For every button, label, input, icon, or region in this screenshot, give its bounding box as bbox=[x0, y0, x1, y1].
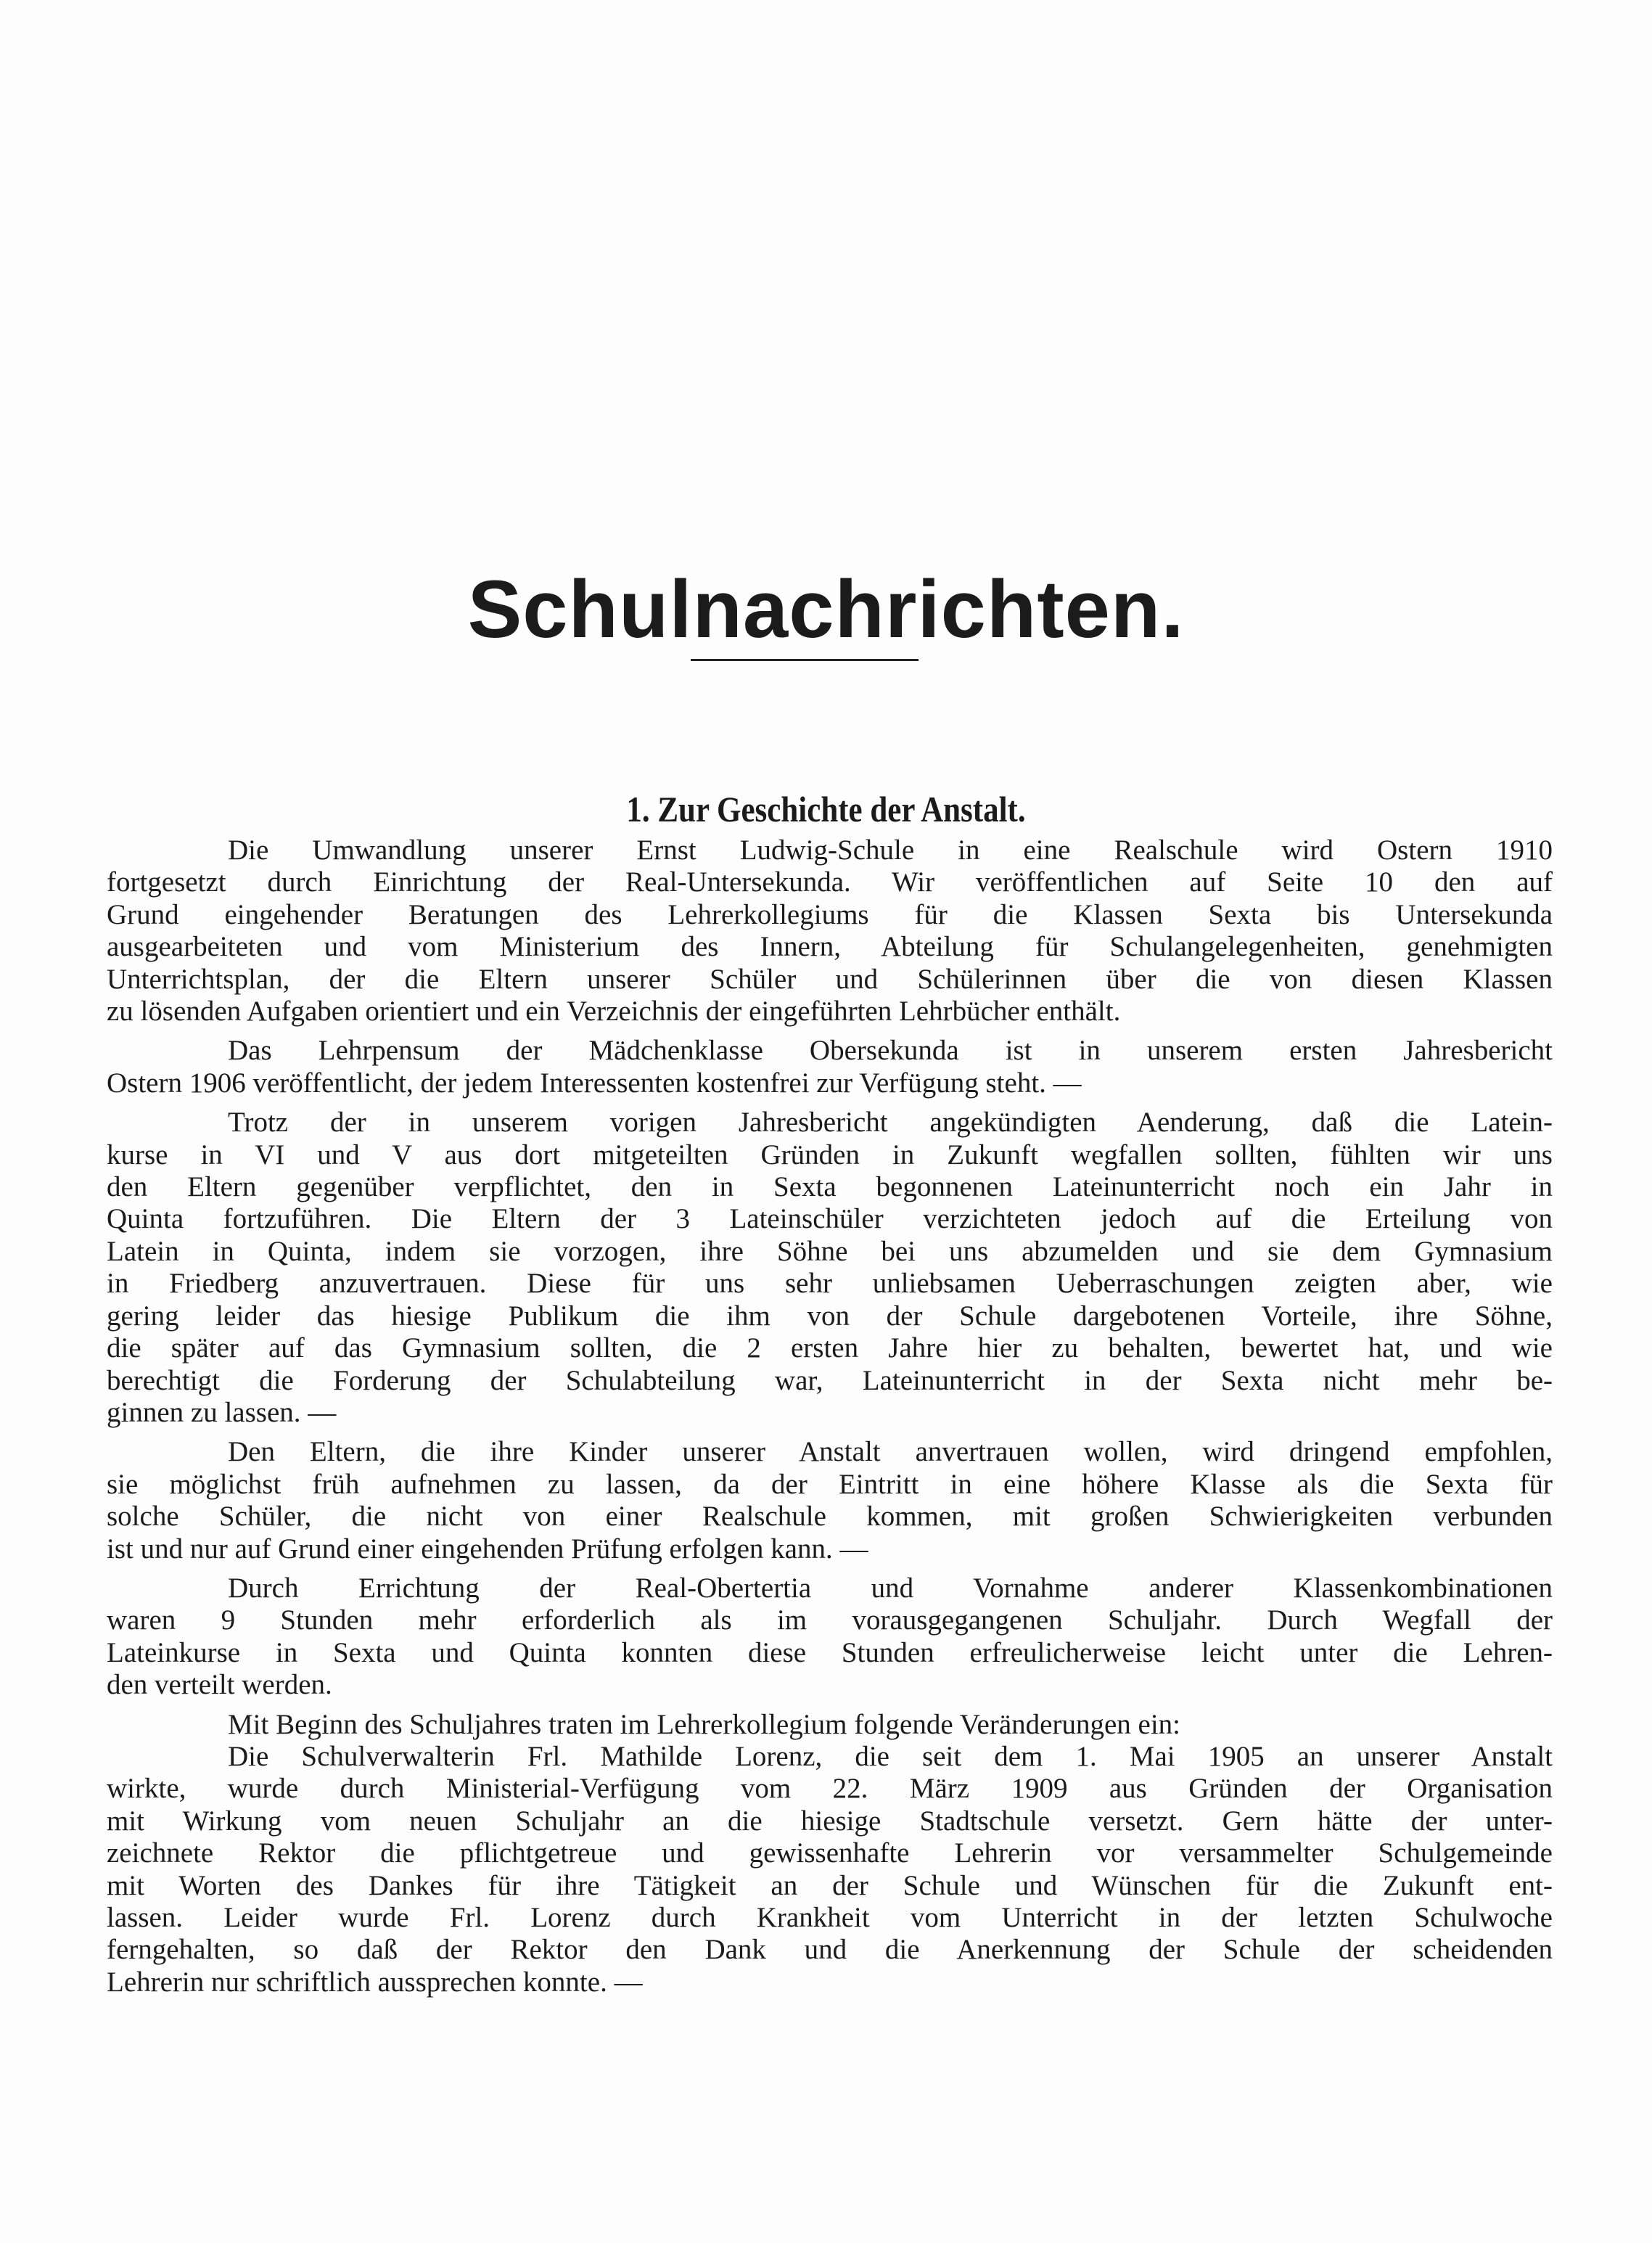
text-line: solche Schüler, die nicht von einer Realschule kommen, mit großen Schwierigkeiten verbunden bbox=[107, 1501, 1553, 1533]
text-line: waren 9 Stunden mehr erforderlich als im vorausgegangenen Schuljahr. Durch Wegfall der bbox=[107, 1604, 1553, 1636]
text-line: mit Worten des Dankes für ihre Tätigkeit an der Schule und Wünschen für die Zukunft ent- bbox=[107, 1869, 1553, 1901]
text-line: ausgearbeiteten und vom Ministerium des Innern, Abteilung für Schulangelegenheiten, genehmigten bbox=[107, 931, 1553, 963]
text-line: Lehrerin nur schriftlich aussprechen konnte. — bbox=[107, 1966, 643, 1998]
title-divider bbox=[691, 659, 919, 661]
page-title: Schulnachrichten. bbox=[467, 564, 1185, 655]
text-line: fortgesetzt durch Einrichtung der Real-Untersekunda. Wir veröffentlichen auf Seite 10 den auf bbox=[107, 866, 1553, 898]
text-line: Ostern 1906 veröffentlicht, der jedem Interessenten kostenfrei zur Verfügung steht. — bbox=[107, 1067, 1082, 1099]
text-line: zeichnete Rektor die pflichtgetreue und gewissenhafte Lehrerin vor versammelter Schulgemeinde bbox=[107, 1837, 1553, 1869]
text-line: in Friedberg anzuvertrauen. Diese für uns sehr unliebsamen Ueberraschungen zeigten aber, wie bbox=[107, 1268, 1553, 1300]
text-line: den Eltern gegenüber verpflichtet, den in Sexta begonnenen Lateinunterricht noch ein Jahr in bbox=[107, 1171, 1553, 1203]
text-line: gering leider das hiesige Publikum die ihm von der Schule dargebotenen Vorteile, ihre Söhne, bbox=[107, 1300, 1553, 1332]
paragraph bbox=[107, 1741, 1553, 1998]
text-line: Quinta fortzuführen. Die Eltern der 3 Lateinschüler verzichteten jedoch auf die Erteilung von bbox=[107, 1203, 1553, 1235]
text-line: zu lösenden Aufgaben orientiert und ein Verzeichnis der eingeführten Lehrbücher enthält. bbox=[107, 996, 1121, 1028]
text-line: ist und nur auf Grund einer eingehenden Prüfung erfolgen kann. — bbox=[107, 1533, 868, 1565]
paragraph bbox=[107, 1035, 1553, 1099]
text-line: sie möglichst früh aufnehmen zu lassen, da der Eintritt in eine höhere Klasse als die Sexta für bbox=[107, 1468, 1553, 1500]
text-line: kurse in VI und V aus dort mitgeteilten Gründen in Zukunft wegfallen sollten, fühlten wir uns bbox=[107, 1139, 1553, 1170]
text-line: ginnen zu lassen. — bbox=[107, 1396, 337, 1428]
text-line: mit Wirkung vom neuen Schuljahr an die hiesige Stadtschule versetzt. Gern hätte der unter- bbox=[107, 1805, 1553, 1837]
body-text bbox=[107, 835, 1553, 2006]
paragraph bbox=[107, 1107, 1553, 1429]
paragraph bbox=[107, 1436, 1553, 1565]
text-line: wirkte, wurde durch Ministerial-Verfügung vom 22. März 1909 aus Gründen der Organisation bbox=[107, 1773, 1553, 1805]
text-line: die später auf das Gymnasium sollten, die 2 ersten Jahre hier zu behalten, bewertet hat, und wie bbox=[107, 1332, 1553, 1364]
text-line: ferngehalten, so daß der Rektor den Dank und die Anerkennung der Schule der scheidenden bbox=[107, 1934, 1553, 1966]
paragraph bbox=[107, 1572, 1553, 1702]
text-line: lassen. Leider wurde Frl. Lorenz durch Krankheit vom Unterricht in der letzten Schulwoche bbox=[107, 1902, 1553, 1933]
text-line: Lateinkurse in Sexta und Quinta konnten diese Stunden erfreulicherweise leicht unter die Lehren- bbox=[107, 1636, 1553, 1668]
text-line: Mit Beginn des Schuljahres traten im Lehrerkollegium folgende Veränderungen ein: bbox=[228, 1708, 1180, 1740]
text-line: Trotz der in unserem vorigen Jahresbericht angekündigten Aenderung, daß die Latein- bbox=[228, 1107, 1553, 1139]
text-line: Die Schulverwalterin Frl. Mathilde Lorenz, die seit dem 1. Mai 1905 an unserer Anstalt bbox=[228, 1740, 1553, 1772]
text-line: Die Umwandlung unserer Ernst Ludwig-Schule in eine Realschule wird Ostern 1910 bbox=[228, 835, 1553, 866]
section-heading: 1. Zur Geschichte der Anstalt. bbox=[626, 788, 1026, 829]
text-line: berechtigt die Forderung der Schulabteilung war, Lateinunterricht in der Sexta nicht mehr be- bbox=[107, 1364, 1553, 1396]
text-line: Latein in Quinta, indem sie vorzogen, ihre Söhne bei uns abzumelden und sie dem Gymnasium bbox=[107, 1235, 1553, 1267]
text-line: Das Lehrpensum der Mädchenklasse Obersekunda ist in unserem ersten Jahresbericht bbox=[228, 1035, 1553, 1067]
text-line: Unterrichtsplan, der die Eltern unserer Schüler und Schülerinnen über die von diesen Klassen bbox=[107, 963, 1553, 995]
paragraph bbox=[107, 1709, 1553, 1741]
text-line: Durch Errichtung der Real-Obertertia und Vornahme anderer Klassenkombinationen bbox=[228, 1572, 1553, 1604]
paragraph bbox=[107, 835, 1553, 1028]
text-line: Grund eingehender Beratungen des Lehrerkollegiums für die Klassen Sexta bis Untersekunda bbox=[107, 898, 1553, 930]
text-line: Den Eltern, die ihre Kinder unserer Anstalt anvertrauen wollen, wird dringend empfohlen, bbox=[228, 1436, 1553, 1468]
text-line: den verteilt werden. bbox=[107, 1669, 332, 1701]
